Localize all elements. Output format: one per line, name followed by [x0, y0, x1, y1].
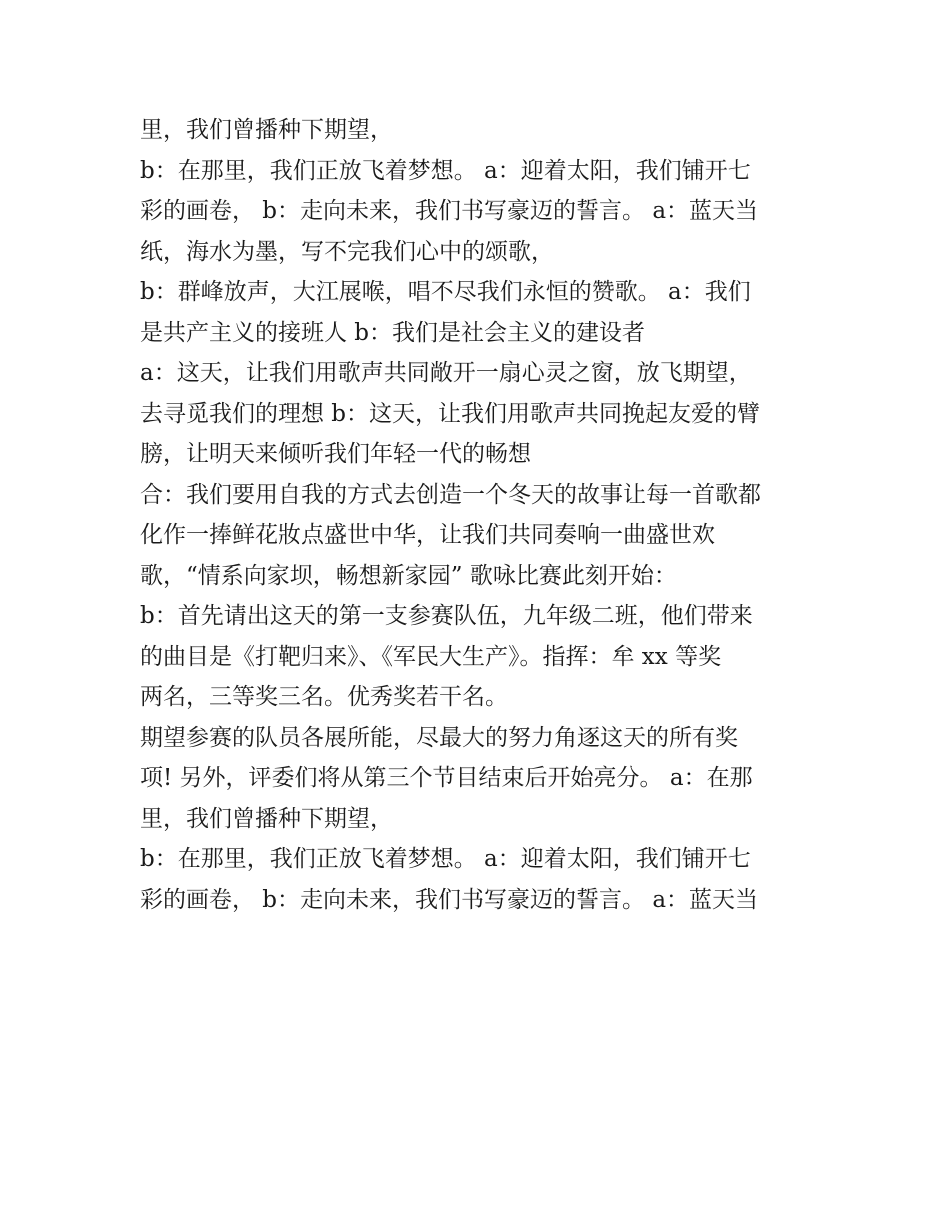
text-line: 去寻觅我们的理想 b：这天，让我们用歌声共同挽起友爱的臂: [140, 400, 761, 427]
text-line: 两名，三等奖三名。优秀奖若干名。: [140, 684, 508, 710]
text-line: a：这天，让我们用歌声共同敞开一扇心灵之窗，放飞期望，: [140, 360, 752, 386]
text-line: b：在那里，我们正放飞着梦想。 a：迎着太阳，我们铺开七: [140, 157, 751, 184]
text-line: 歌，“情系向家坝，畅想新家园” 歌咏比赛此刻开始：: [140, 562, 677, 589]
text-line: 纸，海水为墨，写不完我们心中的颂歌，: [140, 238, 554, 265]
text-line: b：首先请出这天的第一支参赛队伍，九年级二班，他们带来: [140, 603, 753, 629]
text-line: 彩的画卷， b：走向未来，我们书写豪迈的誓言。 a：蓝天当: [140, 198, 759, 224]
text-line: b：群峰放声，大江展喉，唱不尽我们永恒的赞歌。 a：我们: [140, 279, 751, 305]
text-line: b：在那里，我们正放飞着梦想。 a：迎着太阳，我们铺开七: [140, 846, 751, 872]
text-line: 里，我们曾播种下期望，: [140, 805, 393, 832]
text-line: 里，我们曾播种下期望，: [140, 117, 393, 143]
document-body: [140, 110, 830, 920]
text-line: 膀，让明天来倾听我们年轻一代的畅想: [140, 441, 531, 467]
text-line: 合：我们要用自我的方式去创造一个冬天的故事让每一首歌都: [140, 481, 761, 508]
text-line: 是共产主义的接班人 b：我们是社会主义的建设者: [140, 319, 646, 346]
text-line: 项! 另外，评委们将从第三个节目结束后开始亮分。 a：在那: [140, 765, 753, 791]
text-line: 彩的画卷， b：走向未来，我们书写豪迈的誓言。 a：蓝天当: [140, 886, 759, 913]
text-line: 期望参赛的队员各展所能，尽最大的努力角逐这天的所有奖: [140, 724, 738, 751]
text-line: 的曲目是《打靶归来》、《军民大生产》。指挥：牟 xx 等奖: [140, 643, 722, 670]
text-line: 化作一捧鲜花妝点盛世中华，让我们共同奏响一曲盛世欢: [140, 522, 715, 548]
